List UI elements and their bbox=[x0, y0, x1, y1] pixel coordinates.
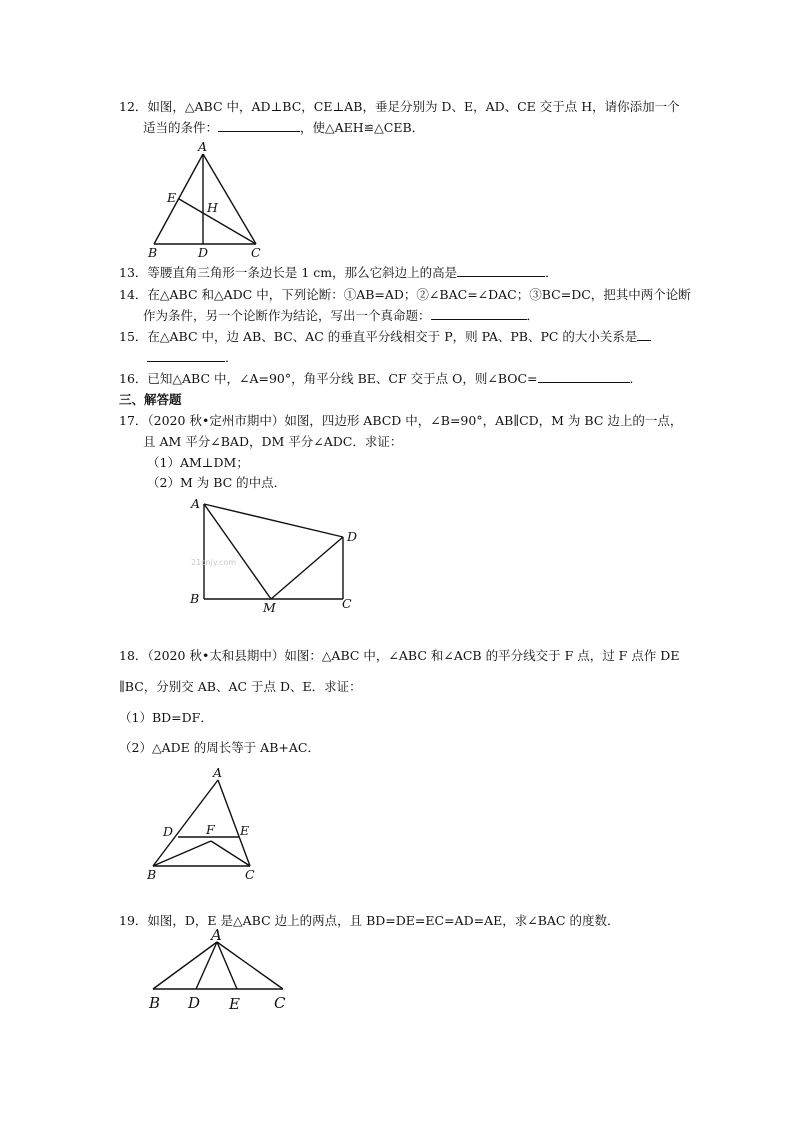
q19-label-e: E bbox=[229, 995, 240, 1013]
q12-segment-ac bbox=[203, 154, 256, 244]
q14-line2 bbox=[143, 308, 539, 324]
q14-line2-prefix: 作为条件，另一个论断作为结论，写出一个真命题： bbox=[143, 308, 431, 323]
q17-segment-ad bbox=[204, 504, 343, 537]
q17-line1: 17．（2020 秋•定州市期中）如图，四边形 ABCD 中，∠B=90°，AB∥CD，M 为 BC 边上的一点， bbox=[119, 413, 683, 428]
q13-answer-blank[interactable] bbox=[457, 265, 545, 277]
q15-line1-text: 15．在△ABC 中，边 AB、BC、AC 的垂直平分线相交于 P，则 PA、PB、PC 的大小关系是 bbox=[119, 329, 638, 344]
section-3-heading: 三、解答题 bbox=[119, 392, 182, 407]
q17-part2: （2）M 为 BC 的中点． bbox=[147, 475, 287, 490]
q12-label-h: H bbox=[207, 200, 218, 215]
q17-label-a: A bbox=[191, 496, 201, 511]
q13-line bbox=[119, 265, 558, 281]
q18-part1: （1）BD=DF． bbox=[119, 710, 213, 725]
q12-segment-ab bbox=[154, 154, 203, 244]
q16-prefix: 16．已知△ABC 中，∠A=90°，角平分线 BE、CF 交于点 O，则∠BOC= bbox=[119, 371, 538, 386]
q13-suffix: ． bbox=[545, 265, 558, 280]
q17-label-b: B bbox=[190, 591, 200, 606]
q18-label-b: B bbox=[147, 867, 157, 882]
q18-triangle-figure bbox=[140, 763, 270, 888]
q12-label-a: A bbox=[198, 139, 208, 154]
q17-label-m: M bbox=[263, 600, 276, 615]
q17-segment-am bbox=[204, 504, 271, 599]
q19-triangle-figure bbox=[140, 925, 305, 1015]
q12-label-b: B bbox=[148, 245, 158, 260]
q12-label-d: D bbox=[198, 245, 209, 260]
q16-line bbox=[119, 371, 642, 387]
q18-label-e: E bbox=[240, 823, 250, 838]
q16-answer-blank[interactable] bbox=[538, 371, 630, 383]
q17-label-d: D bbox=[347, 529, 358, 544]
q19-label-b: B bbox=[149, 994, 161, 1012]
q12-line2-prefix: 适当的条件： bbox=[143, 120, 219, 135]
q14-line1: 14．在△ABC 和△ADC 中，下列论断：①AB=AD；②∠BAC=∠DAC；③BC=DC，把其中两个论断 bbox=[119, 287, 691, 302]
q12-line2 bbox=[143, 120, 424, 136]
q18-line2: ∥BC，分别交 AB、AC 于点 D、E．求证： bbox=[119, 679, 362, 694]
q18-label-d: D bbox=[163, 824, 174, 839]
q12-line1: 12．如图，△ABC 中，AD⊥BC，CE⊥AB，垂足分别为 D、E，AD、CE 交于点 H，请你添加一个 bbox=[119, 99, 680, 114]
q17-line2: 且 AM 平分∠BAD，DM 平分∠ADC．求证： bbox=[143, 434, 403, 449]
q16-suffix: ． bbox=[629, 371, 643, 386]
q15-line2 bbox=[147, 350, 238, 366]
q12-answer-blank[interactable] bbox=[218, 120, 300, 132]
q13-prefix: 13．等腰直角三角形一条边长是 1 cm，那么它斜边上的高是 bbox=[119, 265, 458, 280]
q18-label-f: F bbox=[206, 822, 215, 837]
q15-answer-blank-start[interactable] bbox=[637, 329, 651, 341]
q18-label-c: C bbox=[245, 867, 255, 882]
q19-label-a: A bbox=[211, 926, 222, 944]
q17-segment-dm bbox=[271, 537, 343, 599]
q18-line1: 18．（2020 秋•太和县期中）如图：△ABC 中，∠ABC 和∠ACB 的平分线交于 F 点，过 F 点作 DE bbox=[119, 648, 680, 663]
q19-line1: 19．如图，D，E 是△ABC 边上的两点，且 BD=DE=EC=AD=AE，求∠BAC 的度数． bbox=[119, 913, 620, 928]
q19-label-c: C bbox=[274, 994, 286, 1012]
q12-label-e: E bbox=[167, 190, 177, 205]
q18-label-a: A bbox=[213, 765, 223, 780]
q18-segment-cf bbox=[211, 841, 250, 866]
q15-answer-blank[interactable] bbox=[147, 350, 225, 362]
q14-line2-suffix: ． bbox=[526, 308, 540, 323]
q15-line1 bbox=[119, 329, 651, 345]
q17-watermark: 21cnjy.com bbox=[191, 558, 237, 567]
q12-line2-suffix: ，使△AEH≌△CEB． bbox=[300, 120, 425, 135]
q18-part2: （2）△ADE 的周长等于 AB+AC． bbox=[119, 740, 320, 755]
q19-label-d: D bbox=[188, 994, 201, 1012]
q14-answer-blank[interactable] bbox=[431, 308, 527, 320]
q17-part1: （1）AM⊥DM； bbox=[147, 455, 249, 470]
q15-line2-suffix: ． bbox=[225, 350, 238, 365]
q12-label-c: C bbox=[251, 245, 261, 260]
q17-label-c: C bbox=[342, 596, 352, 611]
q12-triangle-figure bbox=[140, 140, 280, 265]
q17-quadrilateral-figure bbox=[185, 493, 370, 618]
q19-segment-ab bbox=[153, 942, 217, 989]
